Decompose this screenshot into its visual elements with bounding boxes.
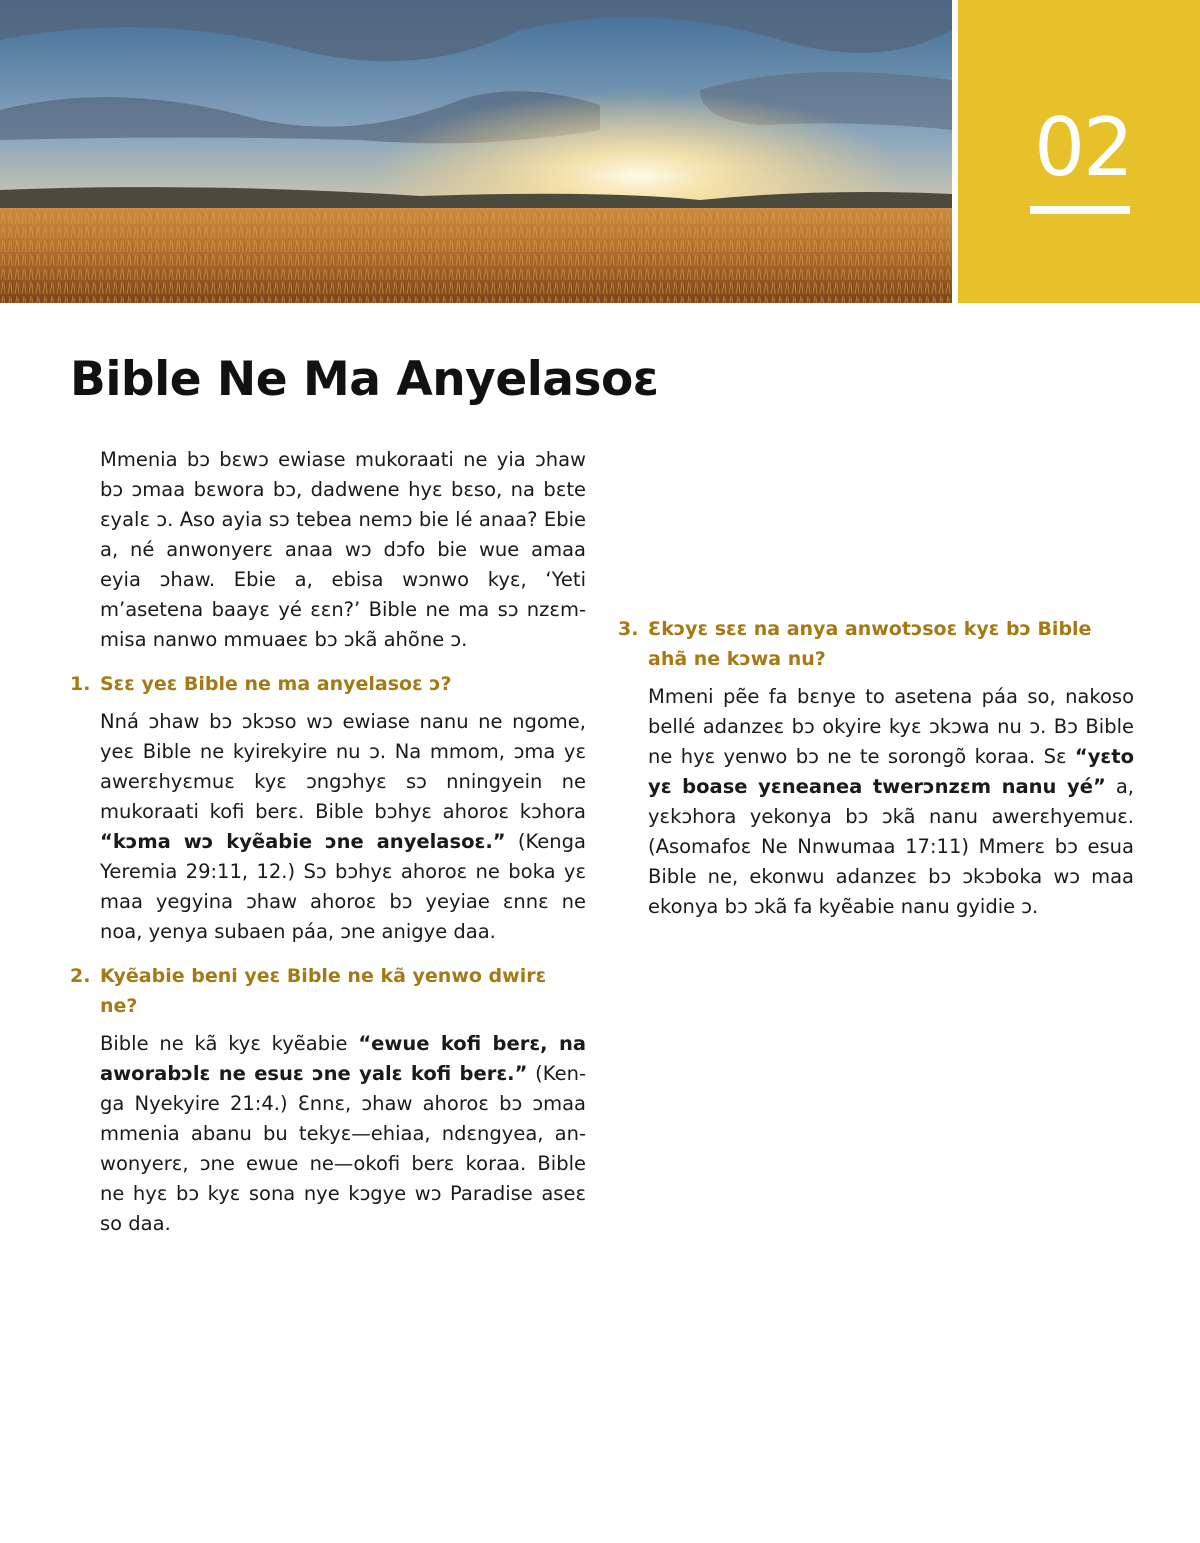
section-3-text-after: a, yɛkɔhora yekonya bɔ ɔkã nanu awerɛhyemuɛ. (Asomafoɛ Ne Nnwumaa 17:11) Mmerɛ bɔ esua Bible ne, ekonwu adanzeɛ bɔ ɔkɔboka wɔ maa ekonya bɔ ɔkã fa kyẽabie nanu gyidie ɔ. xyxy=(648,775,1134,918)
section-3-text-before: Mmeni pẽe fa bɛnye to asetena páa so, nakoso bellé adanzeɛ bɔ okyire kyɛ ɔkɔwa nu ɔ. Bɔ Bible ne hyɛ yenwo bɔ ne te sorongõ koraa. Sɛ xyxy=(648,685,1134,768)
right-column-content xyxy=(618,600,1134,922)
section-2-body xyxy=(100,1029,586,1239)
lesson-number-box xyxy=(958,0,1200,303)
section-3-quote: “yɛto yɛ boase yɛneanea twerɔnzɛm nanu yé” xyxy=(648,745,1134,798)
lesson-number: 02 xyxy=(1034,101,1132,194)
section-2-text-before: Bible ne kã kyɛ kyẽabie xyxy=(100,1032,359,1055)
section-1-text-after: (Kenga Yeremia 29:11, 12.) Sɔ bɔhyɛ ahoroɛ ne boka yɛ maa yegyina ɔhaw ahoroɛ bɔ yeyiae ɛnnɛ ne noa, yenya subaen páa, ɔne anigye daa. xyxy=(100,830,586,943)
section-2-heading xyxy=(70,961,586,1021)
section-3-heading xyxy=(618,614,1134,674)
section-1-number: 1. xyxy=(70,673,91,695)
sunset-wheat-field-illustration xyxy=(0,0,952,303)
section-3-question: Ɛkɔyɛ sɛɛ na anya anwotɔsoɛ kyɛ bɔ Bible ahã ne kɔwa nu? xyxy=(648,618,1092,670)
intro-paragraph: Mmenia bɔ bɛwɔ ewiase mukoraati ne yia ɔhaw bɔ ɔmaa bɛwora bɔ, dadwene hyɛ bɛso, na bɛte ɛyalɛ ɔ. Aso ayia sɔ tebea nemɔ bie lé anaa? Ebie a, né anwonyerɛ anaa wɔ dɔfo bie wue amaa eyia ɔhaw. Ebie a, ebisa wɔnwo kyɛ, ‘Yeti m’asetena baayɛ yé ɛɛn?’ Bible ne ma sɔ nzɛmmisa nanwo mmuaeɛ bɔ ɔkã ahõne ɔ. xyxy=(100,448,586,651)
hero-image-wheat-field-sunset xyxy=(0,0,952,303)
section-1-body xyxy=(100,707,586,947)
section-2-quote: “ewue kofi berɛ, na aworabɔlɛ ne esuɛ ɔne yalɛ kofi berɛ.” xyxy=(100,1032,586,1085)
section-2-number: 2. xyxy=(70,965,91,987)
section-1-quote: “kɔma wɔ kyẽabie ɔne anyelasoɛ.” xyxy=(100,830,506,853)
section-3-body xyxy=(648,682,1134,922)
left-column xyxy=(70,445,586,1239)
section-1-text-before: Nná ɔhaw bɔ ɔkɔso wɔ ewiase nanu ne ngome, yeɛ Bible ne kyirekyire nu ɔ. Na mmom, ɔma yɛ awerɛhyɛmuɛ kyɛ ɔngɔhyɛ sɔ nningyein ne mukoraati kofi berɛ. Bible bɔhyɛ ahoroɛ kɔhora xyxy=(100,710,586,823)
section-2-question: Kyẽabie beni yeɛ Bible ne kã yenwo dwirɛ ne? xyxy=(100,965,547,1017)
section-3-number: 3. xyxy=(618,618,639,640)
section-1-heading xyxy=(70,669,586,699)
lesson-number-underline xyxy=(1030,206,1130,214)
page-title: Bible Ne Ma Anyelasoɛ xyxy=(70,352,659,407)
section-2-text-after: (Kenga Nyekyire 21:4.) Ɛnnɛ, ɔhaw ahoroɛ bɔ ɔmaa mmenia abanu bu tekyɛ—ehiaa, ndɛngyea, anwonyerɛ, ɔne ewue ne—okofi berɛ koraa. Bible ne hyɛ bɔ kyɛ sona nye kɔgye wɔ Paradise aseɛ so daa. xyxy=(100,1062,587,1235)
section-1-question: Sɛɛ yeɛ Bible ne ma anyelasoɛ ɔ? xyxy=(100,673,452,695)
